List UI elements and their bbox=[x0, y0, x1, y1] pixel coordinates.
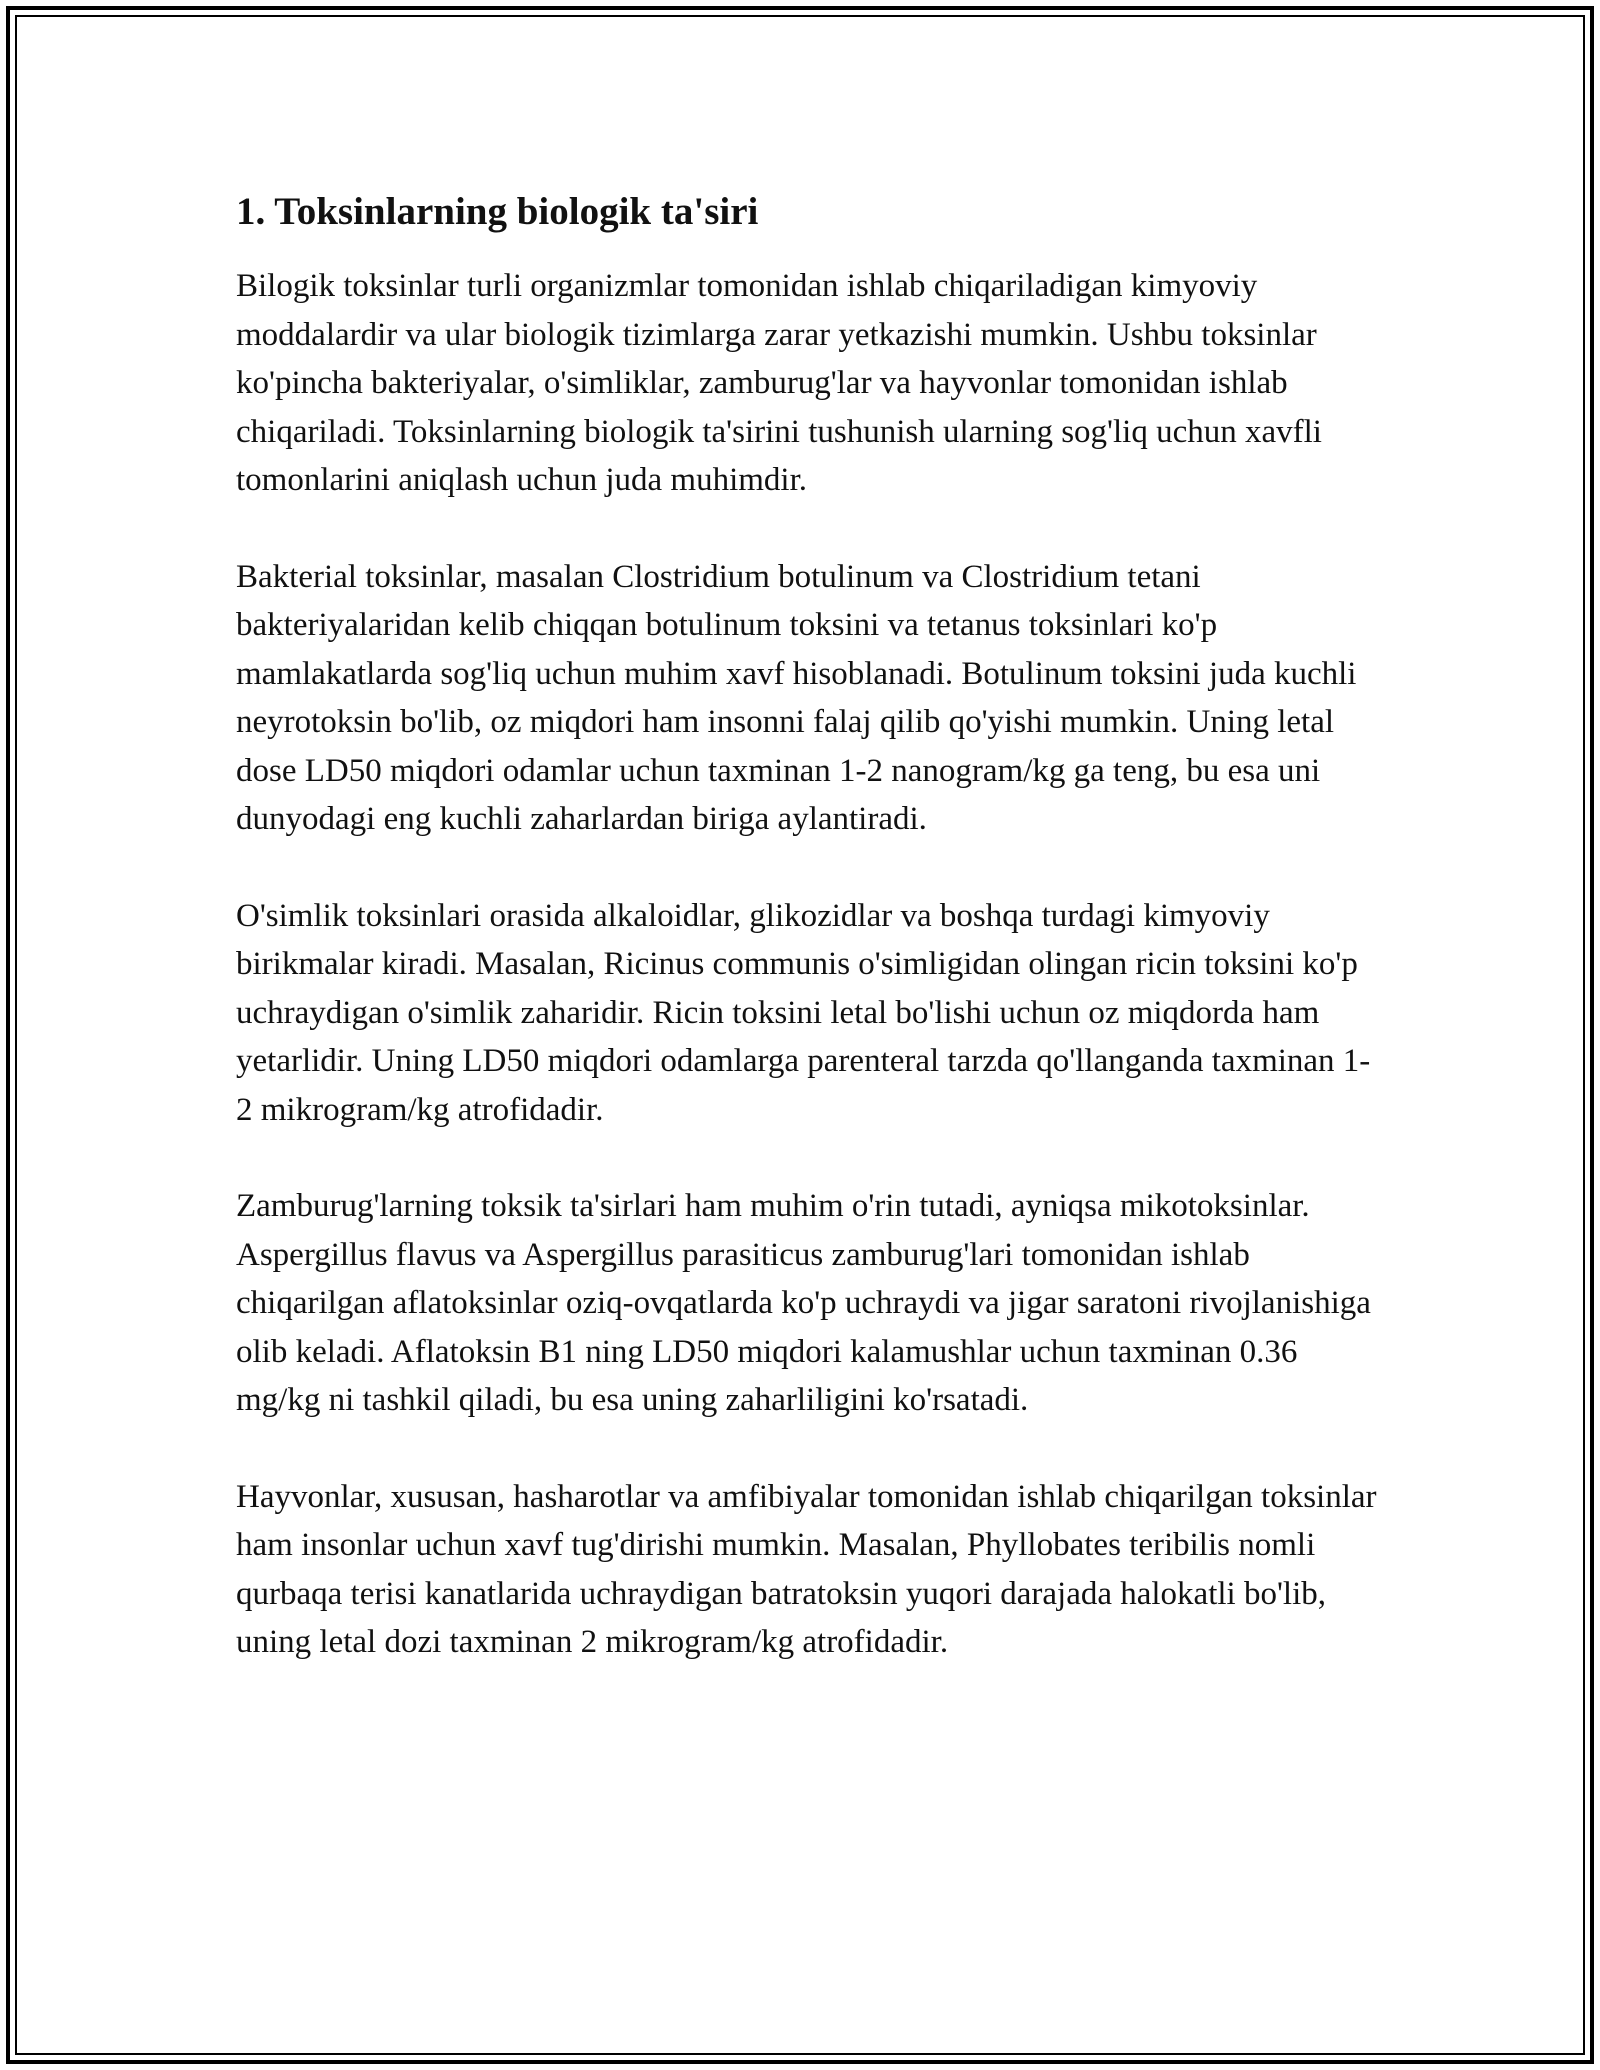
section-title: 1. Toksinlarning biologik ta'siri bbox=[236, 190, 759, 233]
paragraph-fungal-toxins: Zamburug'larning toksik ta'sirlari ham muhim o'rin tutadi, ayniqsa mikotoksinlar. Aspergillus flavus va Aspergillus parasiticus zamburug'lari tomonidan ishlab chiqarilgan aflatoksinlar oziq-ovqatlarda ko'p uchraydi va jigar saratoni rivojlanishiga olib keladi. Aflatoksin B1 ning LD50 miqdori kalamushlar uchun taxminan 0.36 mg/kg ni tashkil qiladi, bu esa uning zaharliligini ko'rsatadi. bbox=[236, 1188, 1371, 1418]
paragraph-bacterial-toxins: Bakterial toksinlar, masalan Clostridium botulinum va Clostridium tetani bakteriyalaridan kelib chiqqan botulinum toksini va tetanus toksinlari ko'p mamlakatlarda sog'liq uchun muhim xavf hisoblanadi. Botulinum toksini juda kuchli neyrotoksin bo'lib, oz miqdori ham insonni falaj qilib qo'yishi mumkin. Uning letal dose LD50 miqdori odamlar uchun taxminan 1-2 nanogram/kg ga teng, bu esa uni dunyodagi eng kuchli zaharlardan biriga aylantiradi. bbox=[236, 558, 1357, 837]
paragraph-animal-toxins: Hayvonlar, xususan, hasharotlar va amfibiyalar tomonidan ishlab chiqarilgan toksinlar ham insonlar uchun xavf tug'dirishi mumkin. Masalan, Phyllobates teribilis nomli qurbaqa terisi kanatlarida uchraydigan batratoksin yuqori darajada halokatli bo'lib, uning letal dozi taxminan 2 mikrogram/kg atrofidadir. bbox=[236, 1478, 1377, 1660]
paragraph-plant-toxins: O'simlik toksinlari orasida alkaloidlar, glikozidlar va boshqa turdagi kimyoviy birikmalar kiradi. Masalan, Ricinus communis o'simligidan olingan ricin toksini ko'p uchraydigan o'simlik zaharidir. Ricin toksini letal bo'lishi uchun oz miqdorda ham yetarlidir. Uning LD50 miqdori odamlarga parenteral tarzda qo'llanganda taxminan 1-2 mikrogram/kg atrofidadir. bbox=[236, 897, 1371, 1128]
document-body bbox=[236, 186, 1386, 1667]
paragraph-intro: Bilogik toksinlar turli organizmlar tomonidan ishlab chiqariladigan kimyoviy moddalardir va ular biologik tizimlarga zarar yetkazishi mumkin. Ushbu toksinlar ko'pincha bakteriyalar, o'simliklar, zamburug'lar va hayvonlar tomonidan ishlab chiqariladi. Toksinlarning biologik ta'sirini tushunish ularning sog'liq uchun xavfli tomonlarini aniqlash uchun juda muhimdir. bbox=[236, 268, 1322, 498]
